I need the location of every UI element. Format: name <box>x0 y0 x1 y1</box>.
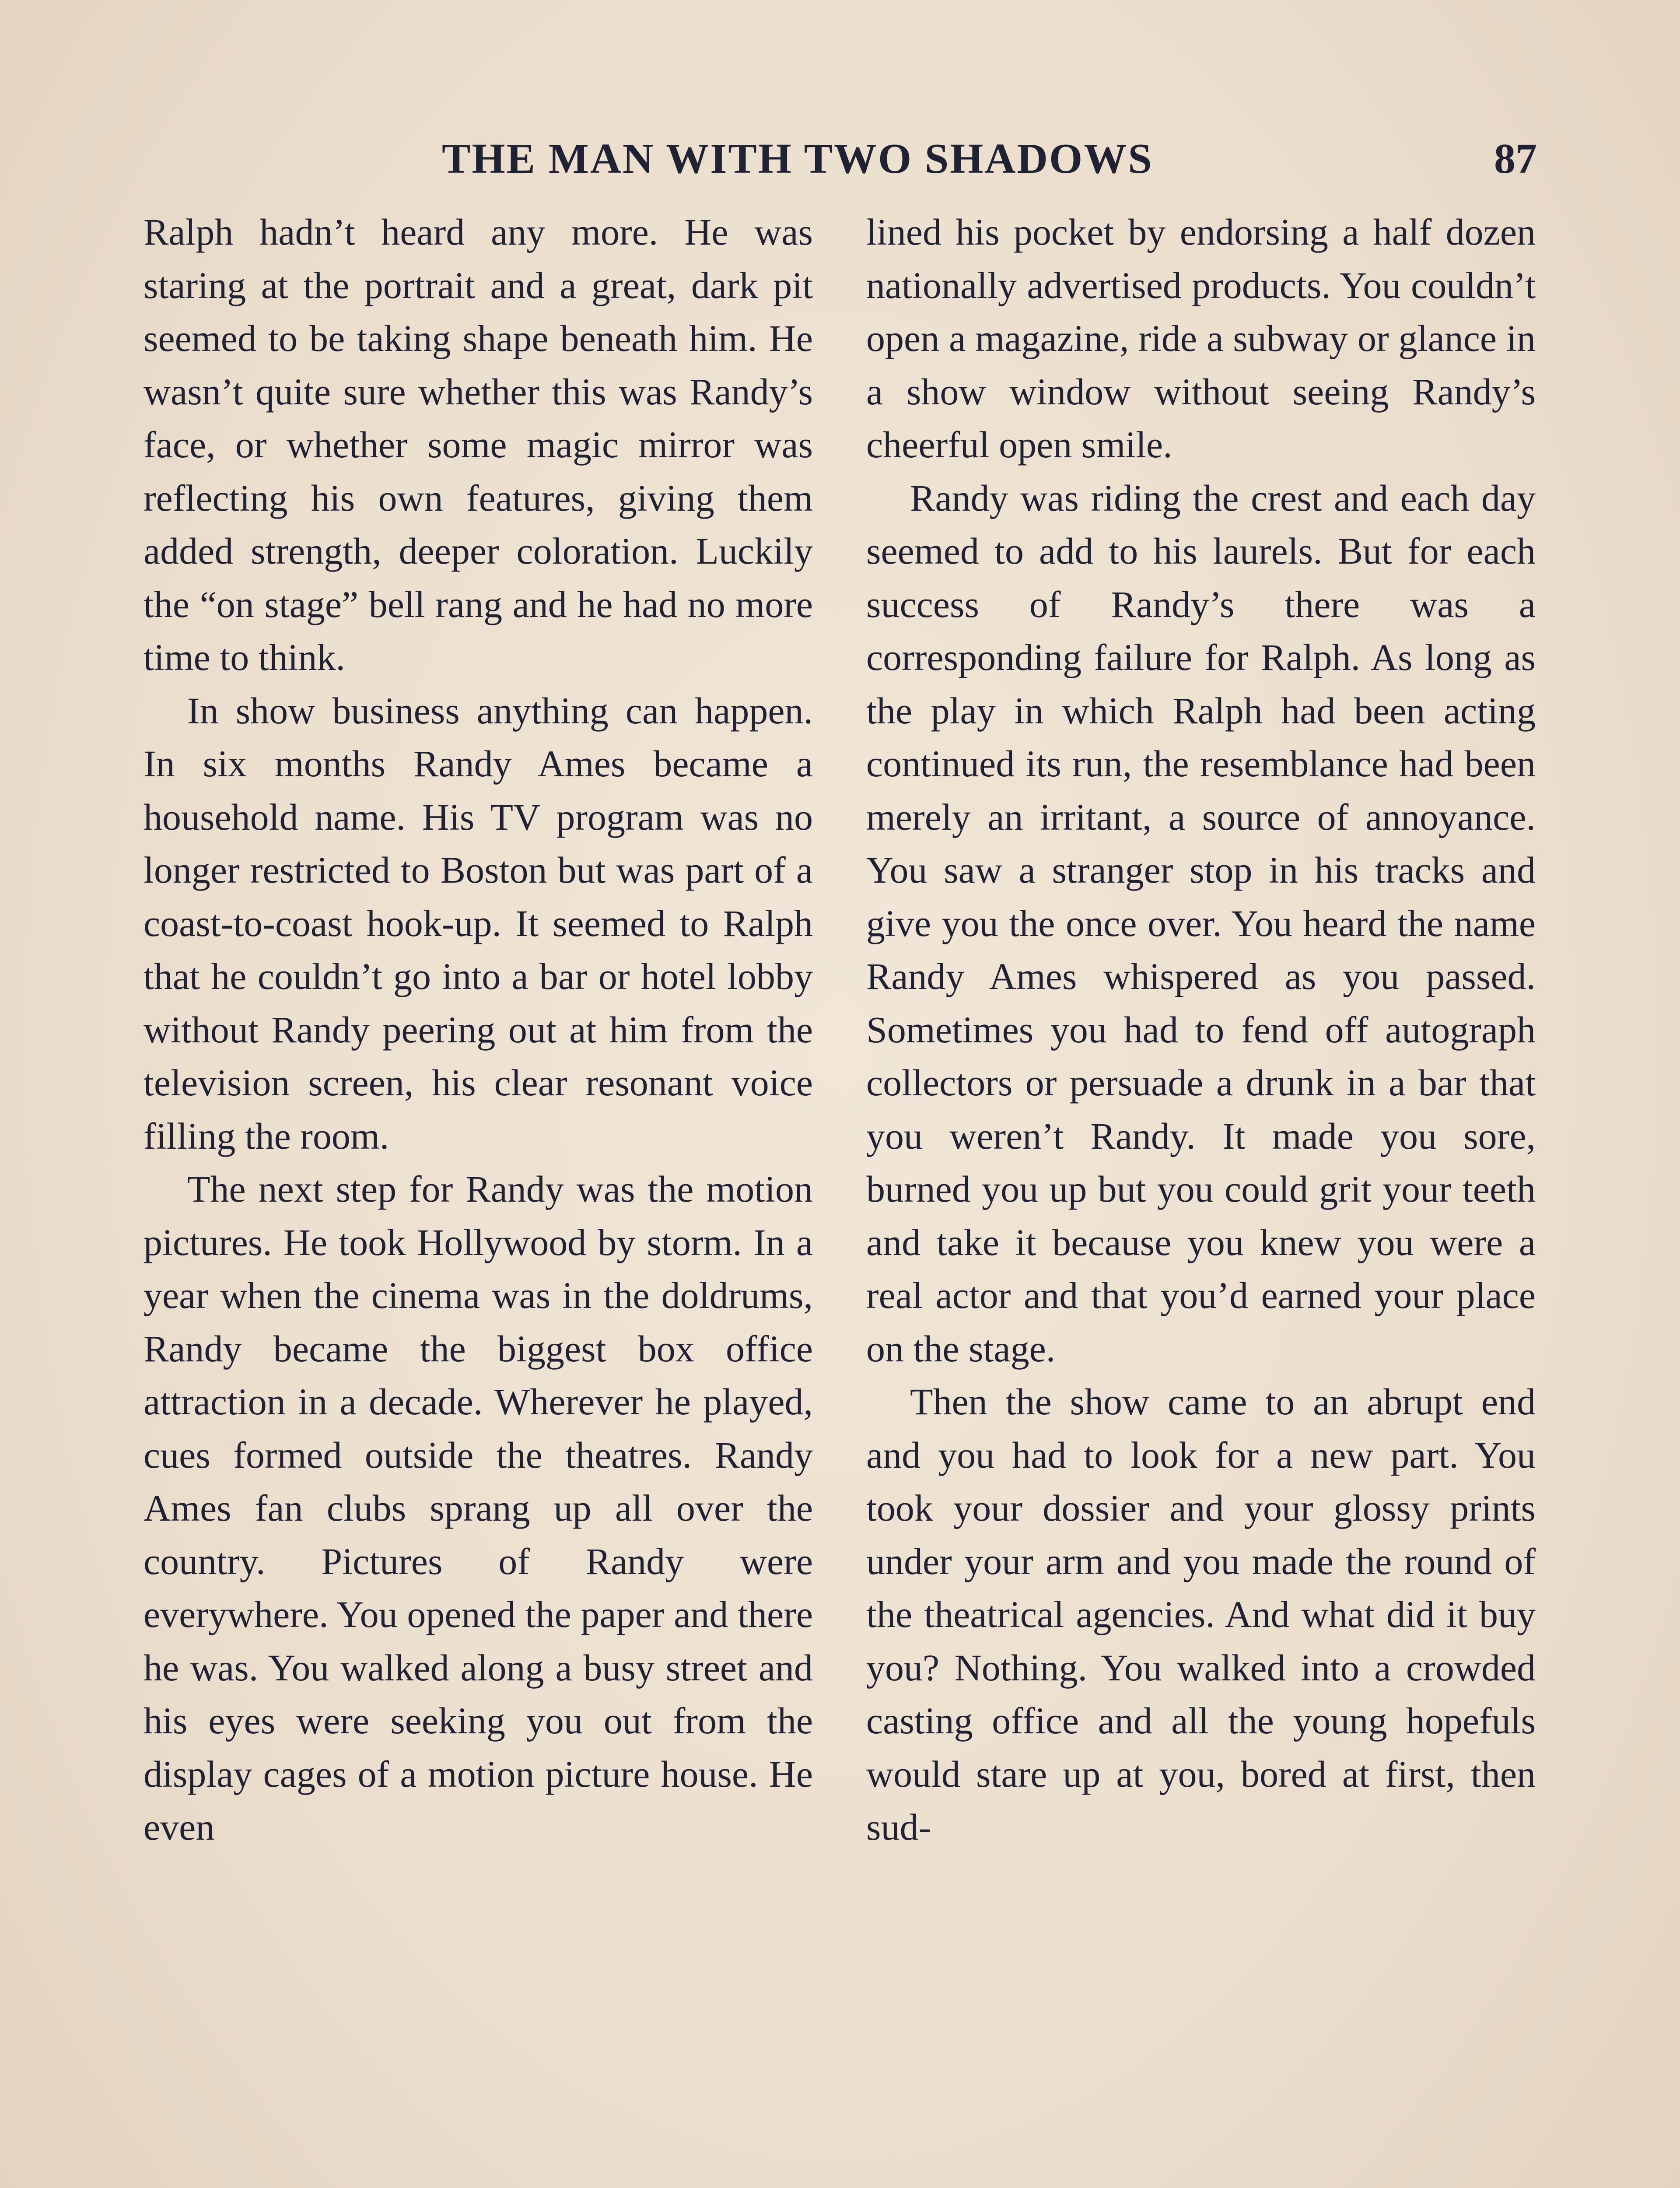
left-text-column <box>144 206 813 1854</box>
paragraph: Ralph hadn’t heard any more. He was staring at the portrait and a great, dark pit seemed to be taking shape beneath him. He wasn’t quite sure whether this was Randy’s face, or whether some magic mirror was reflecting his own features, giving them added strength, deeper coloration. Luckily the “on stage” bell rang and he had no more time to think. <box>144 211 813 678</box>
page-number: 87 <box>1494 135 1537 182</box>
page-header <box>442 126 1537 192</box>
right-text-column <box>866 206 1536 1854</box>
running-title: THE MAN WITH TWO SHADOWS <box>442 135 1153 182</box>
paragraph: In show business anything can happen. In six months Randy Ames became a household name. His TV program was no longer restricted to Boston but was part of a coast-to-coast hook-up. It seemed to Ralph that he couldn’t go into a bar or hotel lobby without Randy peering out at him from the television screen, his clear resonant voice filling the room. <box>144 689 813 1157</box>
paragraph: The next step for Randy was the motion pictures. He took Hollywood by storm. In a year when the cinema was in the doldrums, Randy became the biggest box office attraction in a decade. Wherever he played, cues formed outside the theatres. Randy Ames fan clubs sprang up all over the country. Pictures of Randy were everywhere. You opened the paper and there he was. You walked along a busy street and his eyes were seeking you out from the display cages of a motion picture house. He even <box>144 1168 813 1848</box>
paragraph: Then the show came to an abrupt end and you had to look for a new part. You took your dossier and your glossy prints under your arm and you made the round of the theatrical agencies. And what did it buy you? Nothing. You walked into a crowded casting office and all the young hopefuls would stare up at you, bored at first, then sud- <box>866 1381 1536 1848</box>
paragraph: lined his pocket by endorsing a half dozen nationally advertised products. You couldn’t open a magazine, ride a subway or glance in a show window without seeing Randy’s cheerful open smile. <box>866 211 1536 466</box>
paragraph: Randy was riding the crest and each day seemed to add to his laurels. But for each success of Randy’s there was a corresponding failure for Ralph. As long as the play in which Ralph had been acting continued its run, the resemblance had been merely an irritant, a source of annoyance. You saw a stranger stop in his tracks and give you the once over. You heard the name Randy Ames whispered as you passed. Sometimes you had to fend off autograph collectors or persuade a drunk in a bar that you weren’t Randy. It made you sore, burned you up but you could grit your teeth and take it because you knew you were a real actor and that you’d earned your place on the stage. <box>866 477 1536 1370</box>
